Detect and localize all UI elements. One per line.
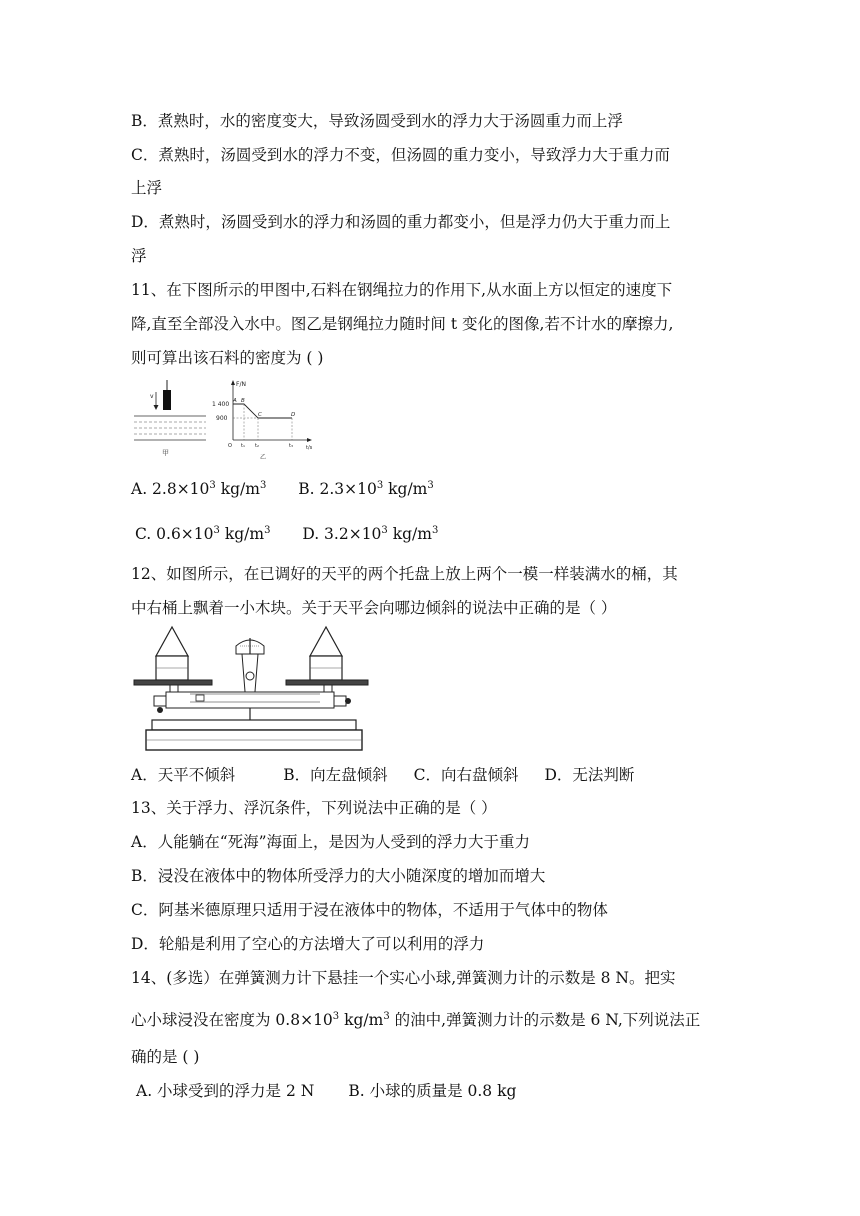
q11-stem-line2: 降,直至全部没入水中。图乙是钢绳拉力随时间 t 变化的图像,若不计水的摩擦力, — [131, 315, 674, 333]
balance-beam — [166, 692, 334, 708]
q14-stem-line1: 14、(多选）在弹簧测力计下悬挂一个实心小球,弹簧测力计的示数是 8 N。把实 — [131, 969, 676, 987]
q11-option-b: B. $2.3\times 10^3$ $kg/m^3$ — [298, 480, 434, 498]
svg-text:B: B — [241, 398, 245, 404]
q10-option-c-line2: 上浮 — [131, 179, 163, 197]
q14-stem-line2: 心小球浸没在密度为 $0.8\times 10^3$ $kg/m^3$ 的油中,弹簧测力计的示数是 6 N,下列说法正 — [131, 1011, 701, 1029]
force-curve — [233, 404, 292, 418]
q11-stem-line1: 11、在下图所示的甲图中,石料在钢绳拉力的作用下,从水面上方以恒定的速度下 — [131, 281, 673, 299]
svg-text:D: D — [291, 412, 296, 418]
q11-option-d: D. $3.2\times 10^3$ $kg/m^3$ — [302, 525, 439, 543]
svg-text:乙: 乙 — [260, 454, 267, 461]
q13-option-b: B．浸没在液体中的物体所受浮力的大小随深度的增加而增大 — [131, 867, 546, 885]
q14-option-b: B. 小球的质量是 0.8 kg — [348, 1082, 517, 1100]
q12-option-c: C．向右盘倾斜 — [413, 766, 519, 784]
q10-option-d-line1: D．煮熟时，汤圆受到水的浮力和汤圆的重力都变小，但是浮力仍大于重力而上 — [131, 213, 671, 231]
q13-option-d: D．轮船是利用了空心的方法增大了可以利用的浮力 — [131, 935, 485, 953]
balance-base — [152, 720, 356, 730]
q13-option-c: C．阿基米德原理只适用于浸在液体中的物体，不适用于气体中的物体 — [131, 901, 608, 919]
q14-options — [136, 1081, 516, 1101]
figure-jia — [130, 380, 210, 460]
svg-text:900: 900 — [216, 415, 228, 422]
figure-yi-graph — [210, 378, 320, 462]
q12-options — [131, 765, 634, 785]
q12-option-a: A．天平不倾斜 — [131, 766, 236, 784]
q11-option-a: A. $2.8\times 10^3$ $kg/m^3$ — [131, 480, 267, 498]
svg-text:1 400: 1 400 — [212, 401, 230, 408]
q13-option-a: A．人能躺在“死海”海面上，是因为人受到的浮力大于重力 — [131, 833, 531, 851]
q12-stem-line1: 12、如图所示，在已调好的天平的两个托盘上放上两个一模一样装满水的桶，其 — [131, 565, 678, 583]
svg-text:t/s: t/s — [306, 445, 313, 451]
q14-option-a: A. 小球受到的浮力是 2 N — [136, 1082, 315, 1100]
svg-text:甲: 甲 — [162, 449, 169, 457]
svg-text:t₁: t₁ — [241, 443, 245, 449]
q11-options-row1 — [131, 479, 434, 499]
svg-text:F/N: F/N — [236, 381, 246, 388]
svg-text:O: O — [228, 443, 232, 449]
svg-text:v: v — [150, 393, 154, 400]
q10-option-c-line1: C．煮熟时，汤圆受到水的浮力不变，但汤圆的重力变小，导致浮力大于重力而 — [131, 146, 670, 164]
svg-text:t₂: t₂ — [255, 443, 259, 449]
q10-option-b: B．煮熟时，水的密度变大，导致汤圆受到水的浮力大于汤圆重力而上浮 — [131, 112, 623, 130]
figure-balance — [130, 624, 380, 754]
svg-text:t₃: t₃ — [289, 443, 293, 449]
q11-options-row2 — [135, 524, 438, 544]
right-pan — [286, 680, 368, 685]
q14-stem-line3: 确的是 ( ) — [131, 1048, 200, 1066]
q11-option-c: C. $0.6\times 10^3$ $kg/m^3$ — [135, 525, 271, 543]
rider — [196, 695, 204, 701]
svg-text:C: C — [258, 412, 262, 418]
q10-option-d-line2: 浮 — [131, 247, 147, 265]
stone-block — [163, 390, 171, 410]
q11-stem-line3: 则可算出该石料的密度为 ( ) — [131, 349, 324, 367]
q12-option-b: B．向左盘倾斜 — [283, 766, 388, 784]
q13-stem: 13、关于浮力、浮沉条件，下列说法中正确的是（ ） — [131, 799, 497, 817]
svg-text:A: A — [233, 398, 237, 404]
q12-stem-line2: 中右桶上飘着一小木块。关于天平会向哪边倾斜的说法中正确的是（ ） — [131, 599, 617, 617]
left-pan — [134, 680, 212, 685]
q12-option-d: D．无法判断 — [544, 766, 635, 784]
